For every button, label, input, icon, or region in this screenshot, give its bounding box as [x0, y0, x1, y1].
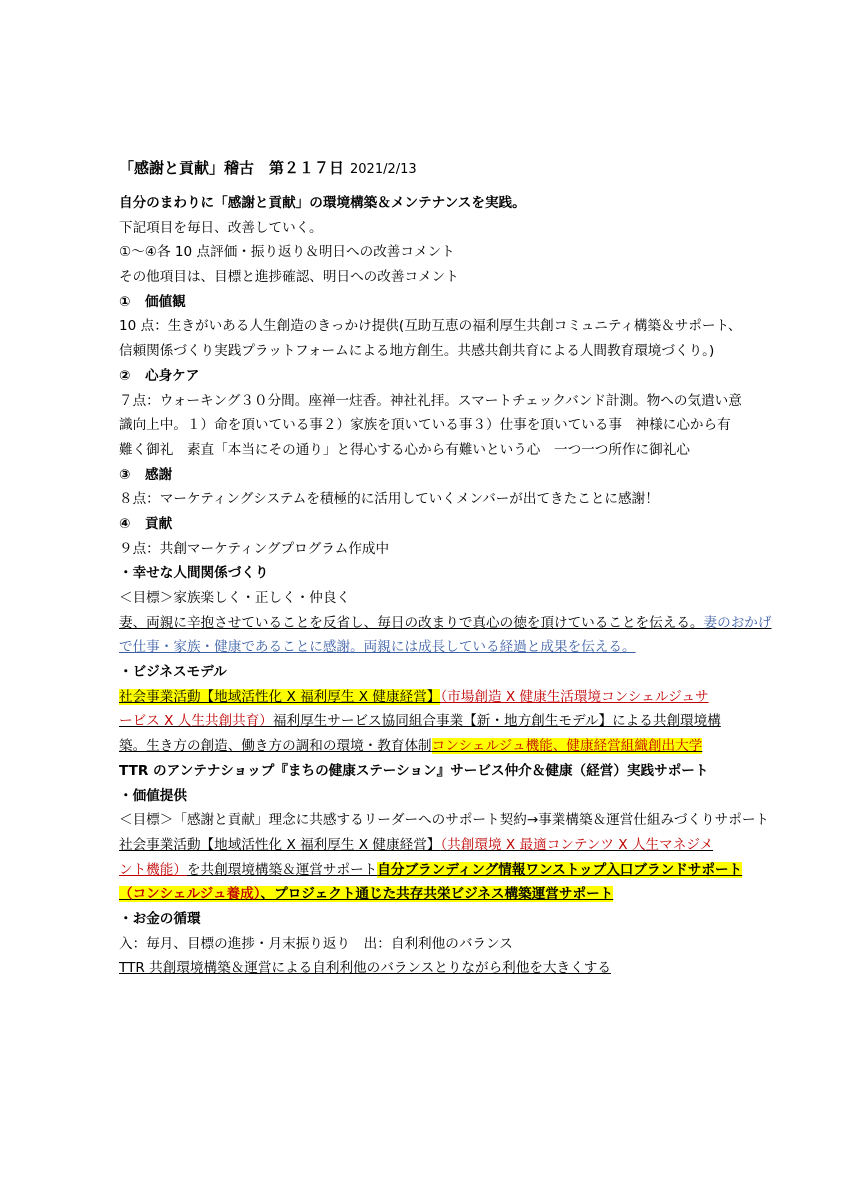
business-line-4: TTR のアンテナショップ『まちの健康ステーション』サービス仲介＆健康（経営）実践サポート — [119, 762, 709, 779]
business-line-3 — [119, 734, 731, 759]
value-line-2 — [119, 833, 731, 858]
title-date: 2021/2/13 — [350, 162, 417, 177]
value-goal: ＜目標＞「感謝と貢献」理念に共感するリーダーへのサポート契約→事業構築＆運営仕組みづくりサポート — [119, 812, 770, 829]
value-line-3 — [119, 858, 743, 883]
section-1-title: 価値観 — [145, 293, 186, 310]
business-text-2: 福利厚生サービス協同組合事業【新・地方創生モデル】による共創環境構 — [272, 713, 721, 730]
value-red-2: （共創環境 X 最適コンテンツ X 人生マネジメ — [440, 836, 714, 853]
section-2-line-2: 識向上中。１）命を頂いている事２）家族を頂いている事３）仕事を頂いている事 神様に心から有 — [119, 417, 731, 434]
section-4-title: 貢献 — [145, 515, 173, 532]
section-2-title: 心身ケア — [145, 367, 200, 384]
section-3-line-1: ８点：マーケティングシステムを積極的に活用していくメンバーが出てきたことに感謝！ — [119, 491, 659, 508]
intro-line-1: 下記項目を毎日、改善していく。 — [119, 219, 323, 236]
title-text: 「感謝と貢献」稽古 第２１７日 — [119, 159, 345, 177]
relations-text: 妻、両親に辛抱させていることを反省し、毎日の改まりで真心の徳を頂けていることを伝える。 — [119, 614, 704, 631]
business-highlight-3: コンシェルジュ機能、健康経営組織創出大学 — [431, 738, 703, 755]
value-text-2: 社会事業活動【地域活性化 X 福利厚生 X 健康経営】 — [119, 836, 441, 853]
relations-line-1 — [119, 611, 772, 636]
business-red-1: （市場創造 X 健康生活環境コンシェルジュサ — [440, 688, 709, 705]
section-4-line-1: ９点：共創マーケティングプログラム作成中 — [119, 540, 390, 557]
section-3-heading — [119, 463, 731, 488]
section-2-heading — [119, 364, 731, 389]
value-text-3: を共創環境構築＆運営サポート — [186, 861, 378, 878]
intro-heading: 自分のまわりに「感謝と貢献」の環境構築＆メンテナンスを実践。 — [119, 195, 526, 211]
relations-blue-text: 妻のおかげ — [703, 614, 772, 631]
section-1-line-1: 10 点：生きがいある人生創造のきっかけ提供(互助互恵の福利厚生共創コミュニティ構築＆サポート、 — [119, 318, 742, 335]
section-1-line-2: 信頼関係づくり実践プラットフォームによる地方創生。共感共創共育による人間教育環境づくり。) — [119, 343, 715, 360]
value-highlight-4: 、プロジェクト通じた共存共栄ビジネス構築運営サポート — [260, 886, 614, 903]
page-title — [119, 155, 731, 181]
value-red-highlight-4: （コンシェルジュ養成） — [119, 886, 261, 903]
value-red-3: ント機能） — [119, 861, 187, 878]
section-1-heading — [119, 290, 731, 315]
section-3-title: 感謝 — [145, 466, 173, 483]
section-3-number: ③ — [119, 466, 131, 483]
section-4-heading — [119, 512, 731, 537]
money-line-2: TTR 共創環境構築＆運営による自利利他のバランスとりながら利他を大きくする — [119, 960, 611, 977]
value-highlight-3: 自分ブランディング情報ワンストップ入口ブランドサポート — [377, 861, 743, 878]
section-1-number: ① — [119, 293, 131, 310]
business-highlight-1: 社会事業活動【地域活性化 X 福利厚生 X 健康経営】 — [119, 688, 441, 705]
section-4-number: ④ — [119, 515, 131, 532]
section-2-line-3: 難く御礼 素直「本当にその通り」と得心する心から有難いという心 一つ一つ所作に御礼心 — [119, 441, 690, 458]
business-red-2: ービス X 人生共創共育） — [119, 713, 273, 730]
section-2-line-1: ７点：ウォーキング３０分間。座禅一炷香。神社礼拝。スマートチェックバンド計測。物への気遣い意 — [119, 392, 742, 409]
document-body — [119, 155, 772, 981]
relations-line-2: で仕事・家族・健康であることに感謝。両親には成長している経過と成果を伝える。 — [119, 639, 636, 656]
relations-goal: ＜目標＞家族楽しく・正しく・仲良く — [119, 590, 351, 606]
business-line-1 — [119, 685, 731, 710]
intro-line-2: ①～④各 10 点評価・振り返り＆明日への改善コメント — [119, 244, 455, 261]
value-heading: ・価値提供 — [119, 787, 187, 804]
section-2-number: ② — [119, 367, 131, 384]
business-heading: ・ビジネスモデル — [119, 664, 227, 681]
value-line-4 — [119, 882, 731, 907]
relations-heading: ・幸せな人間関係づくり — [119, 565, 269, 582]
business-line-2 — [119, 709, 731, 734]
business-text-3: 築。生き方の創造、働き方の調和の環境・教育体制 — [119, 738, 432, 755]
money-heading: ・お金の循環 — [119, 910, 201, 927]
intro-line-3: その他項目は、目標と進捗確認、明日への改善コメント — [119, 269, 459, 286]
money-line-1: 入：毎月、目標の進捗・月末振り返り 出：自利利他のバランス — [119, 935, 513, 952]
